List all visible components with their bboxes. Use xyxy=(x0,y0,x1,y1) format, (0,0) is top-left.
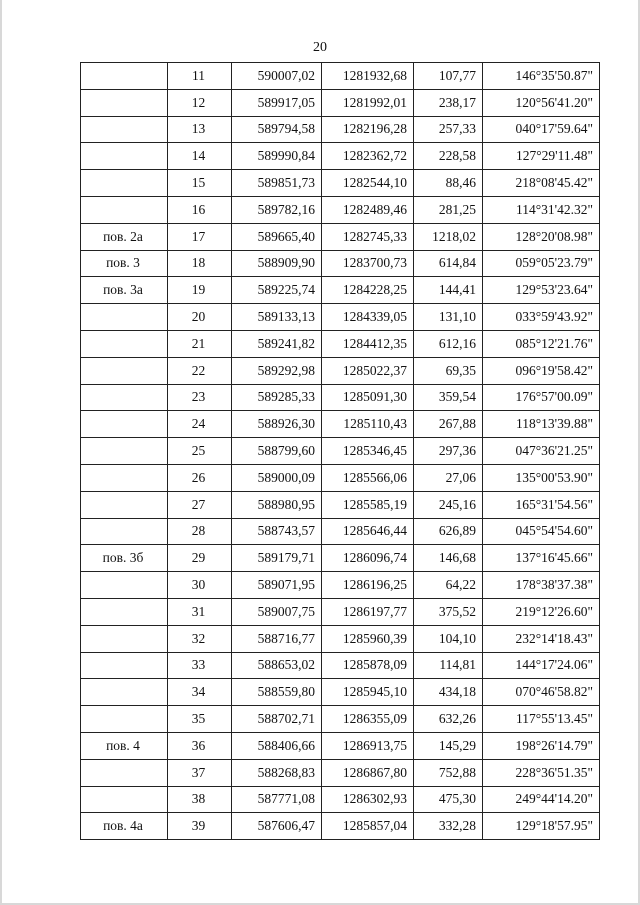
segment-length: 64,22 xyxy=(414,572,483,599)
coordinate-x: 590007,02 xyxy=(232,63,322,90)
table-row xyxy=(81,598,600,625)
point-number: 36 xyxy=(168,732,232,759)
point-number: 13 xyxy=(168,116,232,143)
table-row xyxy=(81,706,600,733)
direction-angle: 129°18'57.95" xyxy=(483,813,600,840)
table-row xyxy=(81,545,600,572)
table-row xyxy=(81,732,600,759)
turn-point-label xyxy=(81,170,168,197)
coordinate-x: 589000,09 xyxy=(232,464,322,491)
turn-point-label xyxy=(81,679,168,706)
turn-point-label xyxy=(81,625,168,652)
coordinate-y: 1282489,46 xyxy=(322,196,414,223)
coordinate-y: 1285091,30 xyxy=(322,384,414,411)
coordinate-y: 1282362,72 xyxy=(322,143,414,170)
coordinates-table-body xyxy=(81,63,600,840)
turn-point-label: пов. 4 xyxy=(81,732,168,759)
coordinate-y: 1281932,68 xyxy=(322,63,414,90)
segment-length: 297,36 xyxy=(414,438,483,465)
segment-length: 614,84 xyxy=(414,250,483,277)
segment-length: 332,28 xyxy=(414,813,483,840)
coordinate-y: 1282196,28 xyxy=(322,116,414,143)
coordinate-x: 589794,58 xyxy=(232,116,322,143)
direction-angle: 146°35'50.87" xyxy=(483,63,600,90)
segment-length: 434,18 xyxy=(414,679,483,706)
direction-angle: 144°17'24.06" xyxy=(483,652,600,679)
segment-length: 238,17 xyxy=(414,89,483,116)
segment-length: 612,16 xyxy=(414,330,483,357)
segment-length: 131,10 xyxy=(414,304,483,331)
coordinate-x: 588702,71 xyxy=(232,706,322,733)
point-number: 38 xyxy=(168,786,232,813)
table-row xyxy=(81,411,600,438)
table-row xyxy=(81,143,600,170)
turn-point-label: пов. 3б xyxy=(81,545,168,572)
direction-angle: 135°00'53.90" xyxy=(483,464,600,491)
segment-length: 114,81 xyxy=(414,652,483,679)
point-number: 21 xyxy=(168,330,232,357)
table-row xyxy=(81,304,600,331)
segment-length: 245,16 xyxy=(414,491,483,518)
coordinate-x: 589285,33 xyxy=(232,384,322,411)
table-row xyxy=(81,652,600,679)
direction-angle: 249°44'14.20" xyxy=(483,786,600,813)
point-number: 35 xyxy=(168,706,232,733)
point-number: 25 xyxy=(168,438,232,465)
coordinate-y: 1286096,74 xyxy=(322,545,414,572)
coordinate-y: 1284339,05 xyxy=(322,304,414,331)
direction-angle: 232°14'18.43" xyxy=(483,625,600,652)
coordinate-y: 1285878,09 xyxy=(322,652,414,679)
coordinate-x: 588268,83 xyxy=(232,759,322,786)
turn-point-label: пов. 3 xyxy=(81,250,168,277)
point-number: 16 xyxy=(168,196,232,223)
coordinate-y: 1285022,37 xyxy=(322,357,414,384)
segment-length: 27,06 xyxy=(414,464,483,491)
coordinate-x: 589071,95 xyxy=(232,572,322,599)
coordinate-x: 588559,80 xyxy=(232,679,322,706)
point-number: 14 xyxy=(168,143,232,170)
coordinate-y: 1284228,25 xyxy=(322,277,414,304)
point-number: 12 xyxy=(168,89,232,116)
segment-length: 632,26 xyxy=(414,706,483,733)
point-number: 23 xyxy=(168,384,232,411)
coordinate-x: 589179,71 xyxy=(232,545,322,572)
turn-point-label xyxy=(81,464,168,491)
table-row xyxy=(81,116,600,143)
coordinate-y: 1285646,44 xyxy=(322,518,414,545)
point-number: 15 xyxy=(168,170,232,197)
turn-point-label xyxy=(81,438,168,465)
turn-point-label xyxy=(81,330,168,357)
segment-length: 359,54 xyxy=(414,384,483,411)
point-number: 31 xyxy=(168,598,232,625)
segment-length: 228,58 xyxy=(414,143,483,170)
coordinate-y: 1284412,35 xyxy=(322,330,414,357)
table-row xyxy=(81,759,600,786)
segment-length: 88,46 xyxy=(414,170,483,197)
point-number: 20 xyxy=(168,304,232,331)
turn-point-label xyxy=(81,304,168,331)
page-number: 20 xyxy=(313,40,327,55)
turn-point-label xyxy=(81,196,168,223)
coordinate-x: 589133,13 xyxy=(232,304,322,331)
table-row xyxy=(81,196,600,223)
direction-angle: 165°31'54.56" xyxy=(483,491,600,518)
coordinate-x: 589990,84 xyxy=(232,143,322,170)
coordinate-x: 589782,16 xyxy=(232,196,322,223)
coordinate-x: 589851,73 xyxy=(232,170,322,197)
table-row xyxy=(81,438,600,465)
point-number: 37 xyxy=(168,759,232,786)
coordinate-y: 1282745,33 xyxy=(322,223,414,250)
coordinate-y: 1285346,45 xyxy=(322,438,414,465)
coordinate-x: 589292,98 xyxy=(232,357,322,384)
coordinate-x: 588980,95 xyxy=(232,491,322,518)
point-number: 22 xyxy=(168,357,232,384)
coordinate-x: 588926,30 xyxy=(232,411,322,438)
table-row xyxy=(81,357,600,384)
table-row xyxy=(81,518,600,545)
direction-angle: 059°05'23.79" xyxy=(483,250,600,277)
coordinate-y: 1285566,06 xyxy=(322,464,414,491)
table-row xyxy=(81,89,600,116)
coordinate-x: 588799,60 xyxy=(232,438,322,465)
coordinate-y: 1285960,39 xyxy=(322,625,414,652)
turn-point-label xyxy=(81,63,168,90)
segment-length: 475,30 xyxy=(414,786,483,813)
turn-point-label xyxy=(81,518,168,545)
turn-point-label: пов. 4а xyxy=(81,813,168,840)
coordinate-y: 1285585,19 xyxy=(322,491,414,518)
segment-length: 752,88 xyxy=(414,759,483,786)
point-number: 24 xyxy=(168,411,232,438)
direction-angle: 070°46'58.82" xyxy=(483,679,600,706)
point-number: 28 xyxy=(168,518,232,545)
point-number: 39 xyxy=(168,813,232,840)
point-number: 30 xyxy=(168,572,232,599)
table-row xyxy=(81,330,600,357)
direction-angle: 178°38'37.38" xyxy=(483,572,600,599)
table-row xyxy=(81,63,600,90)
direction-angle: 129°53'23.64" xyxy=(483,277,600,304)
turn-point-label xyxy=(81,116,168,143)
segment-length: 1218,02 xyxy=(414,223,483,250)
table-row xyxy=(81,572,600,599)
direction-angle: 040°17'59.64" xyxy=(483,116,600,143)
turn-point-label: пов. 3а xyxy=(81,277,168,304)
segment-length: 257,33 xyxy=(414,116,483,143)
coordinate-x: 589665,40 xyxy=(232,223,322,250)
direction-angle: 228°36'51.35" xyxy=(483,759,600,786)
direction-angle: 120°56'41.20" xyxy=(483,89,600,116)
direction-angle: 127°29'11.48" xyxy=(483,143,600,170)
table-row xyxy=(81,679,600,706)
coordinate-x: 589007,75 xyxy=(232,598,322,625)
turn-point-label xyxy=(81,786,168,813)
coordinate-x: 587606,47 xyxy=(232,813,322,840)
turn-point-label xyxy=(81,89,168,116)
table-row xyxy=(81,277,600,304)
coordinate-x: 588406,66 xyxy=(232,732,322,759)
turn-point-label xyxy=(81,143,168,170)
direction-angle: 047°36'21.25" xyxy=(483,438,600,465)
turn-point-label xyxy=(81,411,168,438)
segment-length: 375,52 xyxy=(414,598,483,625)
table-row xyxy=(81,813,600,840)
segment-length: 146,68 xyxy=(414,545,483,572)
coordinate-y: 1286302,93 xyxy=(322,786,414,813)
direction-angle: 117°55'13.45" xyxy=(483,706,600,733)
direction-angle: 137°16'45.66" xyxy=(483,545,600,572)
coordinate-y: 1283700,73 xyxy=(322,250,414,277)
direction-angle: 033°59'43.92" xyxy=(483,304,600,331)
direction-angle: 118°13'39.88" xyxy=(483,411,600,438)
direction-angle: 114°31'42.32" xyxy=(483,196,600,223)
segment-length: 144,41 xyxy=(414,277,483,304)
turn-point-label xyxy=(81,491,168,518)
direction-angle: 219°12'26.60" xyxy=(483,598,600,625)
coordinate-x: 588909,90 xyxy=(232,250,322,277)
direction-angle: 096°19'58.42" xyxy=(483,357,600,384)
direction-angle: 218°08'45.42" xyxy=(483,170,600,197)
turn-point-label: пов. 2а xyxy=(81,223,168,250)
coordinate-y: 1286913,75 xyxy=(322,732,414,759)
coordinate-x: 588743,57 xyxy=(232,518,322,545)
table-row xyxy=(81,170,600,197)
coordinates-table xyxy=(80,62,600,840)
coordinate-y: 1281992,01 xyxy=(322,89,414,116)
segment-length: 104,10 xyxy=(414,625,483,652)
point-number: 33 xyxy=(168,652,232,679)
coordinate-y: 1286197,77 xyxy=(322,598,414,625)
coordinate-y: 1285945,10 xyxy=(322,679,414,706)
table-row xyxy=(81,491,600,518)
point-number: 32 xyxy=(168,625,232,652)
table-row xyxy=(81,250,600,277)
point-number: 34 xyxy=(168,679,232,706)
point-number: 17 xyxy=(168,223,232,250)
point-number: 27 xyxy=(168,491,232,518)
turn-point-label xyxy=(81,652,168,679)
table-row xyxy=(81,625,600,652)
segment-length: 267,88 xyxy=(414,411,483,438)
coordinate-y: 1285857,04 xyxy=(322,813,414,840)
table-row xyxy=(81,786,600,813)
coordinate-x: 589917,05 xyxy=(232,89,322,116)
coordinate-y: 1286196,25 xyxy=(322,572,414,599)
turn-point-label xyxy=(81,357,168,384)
point-number: 29 xyxy=(168,545,232,572)
scan-edge-left xyxy=(0,0,2,905)
coordinate-y: 1286867,80 xyxy=(322,759,414,786)
table-row xyxy=(81,223,600,250)
point-number: 18 xyxy=(168,250,232,277)
segment-length: 626,89 xyxy=(414,518,483,545)
turn-point-label xyxy=(81,706,168,733)
direction-angle: 198°26'14.79" xyxy=(483,732,600,759)
segment-length: 281,25 xyxy=(414,196,483,223)
coordinate-x: 587771,08 xyxy=(232,786,322,813)
segment-length: 145,29 xyxy=(414,732,483,759)
turn-point-label xyxy=(81,598,168,625)
point-number: 19 xyxy=(168,277,232,304)
segment-length: 69,35 xyxy=(414,357,483,384)
turn-point-label xyxy=(81,759,168,786)
coordinate-x: 589241,82 xyxy=(232,330,322,357)
direction-angle: 045°54'54.60" xyxy=(483,518,600,545)
segment-length: 107,77 xyxy=(414,63,483,90)
direction-angle: 176°57'00.09" xyxy=(483,384,600,411)
point-number: 26 xyxy=(168,464,232,491)
coordinate-x: 588653,02 xyxy=(232,652,322,679)
coordinate-y: 1286355,09 xyxy=(322,706,414,733)
direction-angle: 128°20'08.98" xyxy=(483,223,600,250)
coordinate-x: 589225,74 xyxy=(232,277,322,304)
table-row xyxy=(81,464,600,491)
point-number: 11 xyxy=(168,63,232,90)
direction-angle: 085°12'21.76" xyxy=(483,330,600,357)
turn-point-label xyxy=(81,384,168,411)
coordinate-y: 1282544,10 xyxy=(322,170,414,197)
table-row xyxy=(81,384,600,411)
coordinate-y: 1285110,43 xyxy=(322,411,414,438)
coordinate-x: 588716,77 xyxy=(232,625,322,652)
turn-point-label xyxy=(81,572,168,599)
